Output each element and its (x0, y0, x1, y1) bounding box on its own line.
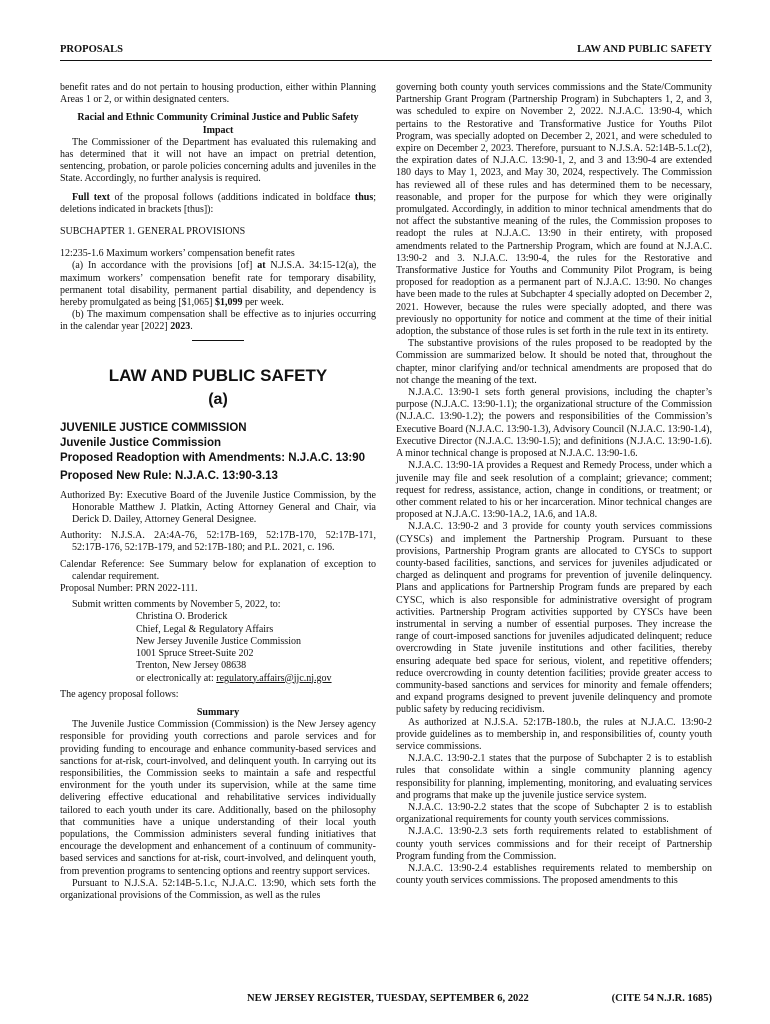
full-text-label: Full text (72, 191, 110, 203)
para-a-part3: per week. (242, 297, 284, 309)
rule-paragraph-a (60, 260, 376, 309)
page-footer (60, 993, 712, 1007)
right-paragraph-9: N.J.A.C. 13:90-2.3 sets forth requirements related to establishment of county youth services commissions and for their receipt of Partnership Program funding from the Commission. (396, 826, 712, 862)
full-text-thus: thus (354, 191, 374, 203)
full-text-note-part1: of the proposal follows (additions indicated in boldface (109, 191, 355, 203)
right-paragraph-3: N.J.A.C. 13:90-1 sets forth general provisions, including the chapter’s purpose (N.J.A.C. 13:90-1.1); the organizational structure of the Commission (N.J.A.C. 13:90-1.2); the powers and responsibilities of the Commission’s Executive Board (N.J.A.C. 13:90-1.3), Advisory Council (N.J.A.C. 13:90-1.4), Executive Director (N.J.A.C. 13:90-1.5); and definitions (N.J.A.C. 13:90-1.6). A minor technical change is proposed at N.J.A.C. 13:90-1.6. (396, 387, 712, 460)
para-b-part2: . (190, 321, 193, 333)
calendar-reference: Calendar Reference: See Summary below for explanation of exception to calendar requirement. (60, 558, 376, 582)
full-text-note (60, 192, 376, 216)
right-paragraph-8: N.J.A.C. 13:90-2.2 states that the scope of Subchapter 2 is to establish organizational requirements for county youth services commissions. (396, 801, 712, 826)
authorized-by: Authorized By: Executive Board of the Juvenile Justice Commission, by the Honorable Matthew J. Platkin, Acting Attorney General and Chair, via Derick D. Dailey, Attorney General Designee. (60, 489, 376, 526)
header-section-label: PROPOSALS (60, 44, 124, 55)
agency-name: Juvenile Justice Commission (60, 436, 222, 449)
agency-name-caps: JUVENILE JUSTICE COMMISSION (60, 421, 247, 434)
para-a-at: at (257, 260, 266, 272)
para-b-year: 2023 (170, 321, 191, 333)
right-paragraph-4: N.J.A.C. 13:90-1A provides a Request and Remedy Process, under which a juvenile may file and seek resolution of a complaint; grievance; comment; request for redress, assistance, action, change in conditions, or treatment; or other comment related to his or her incarceration. Minor technical changes are proposed at N.J.A.C. 13:90-1A.2, 1A.6, and 1A.8. (396, 460, 712, 521)
address-line-2: Chief, Legal & Regulatory Affairs (136, 623, 274, 635)
para-a-amount: $1,099 (214, 297, 243, 309)
submit-comments: Submit written comments by November 5, 2022, to: (72, 599, 281, 611)
section-divider (192, 340, 244, 341)
left-column (60, 82, 376, 902)
address-line-4: 1001 Spruce Street-Suite 202 (136, 648, 254, 660)
rule-paragraph-b (60, 309, 376, 333)
header-rule (60, 60, 712, 61)
full-text-note-part2: ; deletions indicated in brackets [thus]): (60, 191, 376, 215)
racial-impact-heading-line2: Impact (202, 124, 234, 136)
right-paragraph-10: N.J.A.C. 13:90-2.4 establishes requirements related to membership on county youth services commissions. The proposed amendments to this (396, 863, 712, 887)
para-a-part1: (a) In accordance with the provisions [of] (72, 260, 258, 272)
footer-citation: (CITE 54 N.J.R. 1685) (611, 993, 712, 1004)
authority: Authority: N.J.S.A. 2A:4A-76, 52:17B-169, 52:17B-170, 52:17B-171, 52:17B-176, 52:17B-179, and 52:17B-180; and P.L. 2021, c. 196. (60, 530, 376, 554)
header-agency-label: LAW AND PUBLIC SAFETY (577, 44, 712, 55)
email-label: or electronically at: (136, 672, 217, 684)
email-link[interactable]: regulatory.affairs@jjc.nj.gov (216, 672, 332, 684)
racial-impact-heading-line1: Racial and Ethnic Community Criminal Justice and Public Safety (77, 112, 359, 124)
summary-heading: Summary (196, 706, 240, 718)
section-title: LAW AND PUBLIC SAFETY (108, 365, 328, 385)
address-line-6 (60, 673, 376, 685)
para-a-part2: N.J.S.A. 34:15-12(a), the maximum workers’ compensation benefit rate for temporary disability, permanent total disability, permanent partial disability, and dependency is hereby promulgated as being [$1,065] (60, 260, 377, 309)
right-paragraph-6: As authorized at N.J.S.A. 52:17B-180.b, the rules at N.J.A.C. 13:90-2 provide guidelines as to membership in, and responsibilities of, county youth service commissions. (396, 716, 712, 752)
footer-register-date: NEW JERSEY REGISTER, TUESDAY, SEPTEMBER 6, 2022 (247, 993, 529, 1004)
proposal-number: Proposal Number: PRN 2022-111. (60, 583, 198, 595)
proposed-readoption: Proposed Readoption with Amendments: N.J.A.C. 13:90 (60, 451, 366, 464)
section-letter: (a) (208, 390, 228, 408)
summary-paragraph-1: The Juvenile Justice Commission (Commission) is the New Jersey agency responsible for providing youth corrections and parole services and for providing funding to encourage and enhance community-based services and sanctions for at-risk, court-involved, and delinquent youth. In carrying out its responsibilities, the Commission seeks to maintain a safe and respectful environment for the youth under its supervision, while at the same time delivering effective educational and rehabilitative services individually tailored to each youth under its care. Additionally, based on the philosophy that communities have a unique understanding of their local youth populations, the Commission administers several funding initiatives that encourage the development and enhancement of a continuum of community-based services and sanctions for at-risk, court-involved, and delinquent youth, from prevention programs to sentencing options and reentry support services. (60, 719, 376, 877)
para-b-part1: (b) The maximum compensation shall be effective as to injuries occurring in the calendar year [2022] (60, 309, 376, 333)
address-line-3: New Jersey Juvenile Justice Commission (136, 635, 301, 647)
right-paragraph-7: N.J.A.C. 13:90-2.1 states that the purpose of Subchapter 2 is to establish rules that consolidate within a single community planning agency responsibility for planning, implementing, monitoring, and evaluating services and programs that make up the juvenile justice service system. (396, 753, 712, 801)
right-paragraph-2: The substantive provisions of the rules proposed to be readopted by the Commission are summarized below. It should be noted that, throughout the chapter, minor clarifying and/or technical amendments are proposed that do not change the meaning of the text. (396, 338, 712, 386)
rule-title: 12:235-1.6 Maximum workers’ compensation benefit rates (60, 248, 295, 260)
intro-paragraph: benefit rates and do not pertain to housing production, either within Planning Areas 1 or 2, or within designated centers. (60, 82, 376, 106)
right-paragraph-1: governing both county youth services commissions and the State/Community Partnership Grant Program (Partnership Program) in Subchapters 1, 2, and 3, was scheduled to expire on November 2, 2022. N.J.A.C. 13:90-4, which pertains to the Restorative and Transformative Justice for Youths Pilot Program, was specially adopted on December 2, 2021, and were scheduled to expire on December 2, 2023. Therefore, pursuant to N.J.S.A. 52:14B-5.1.c(2), the expiration dates of N.J.A.C. 13:90-1, 2, and 3 and 13:90-4 are extended 180 days to May 1, 2023, and May 30, 2024, respectively. The Commission has reviewed all of these rules and has determined them to be necessary, reasonable, and proper for the purpose for which they were originally promulgated. Accordingly, in addition to minor technical amendments that do not affect the substantive meaning of the rules, the Commission proposes to readopt the rules at N.J.A.C. 13:90 in their entirety, with proposed amendments related to the Partnership Program, which are found at N.J.A.C. 13:90-2 and 3. N.J.A.C. 13:90-4, the rules for the Restorative and Transformative Justice for Youths and Community Pilot Program, is being proposed for readoption as a permanent part of N.J.A.C. 13:90. No changes have been made to the rules at Subchapter 4 specially adopted on December 2, 2021. However, because the rules were specially adopted, and there was previously no opportunity for notice and comment at the time of their initial adoption, the substance of those rules is set forth in the rule text in its entirety. (396, 82, 712, 338)
proposed-new-rule: Proposed New Rule: N.J.A.C. 13:90-3.13 (60, 469, 278, 482)
agency-proposal-follows: The agency proposal follows: (60, 688, 179, 700)
right-paragraph-5: N.J.A.C. 13:90-2 and 3 provide for county youth services commissions (CYSCs) and implement the Partnership Program. Pursuant to these provisions, Partnership Program grants are allocated to CYSCs to support county-based facilities, sanctions, and services for juveniles adjudicated or charged as delinquent and programs for prevention of juvenile delinquency. Plans and applications for Partnership Program funds are prepared by each CYSC, which is also responsible for administrative oversight of program activities. Partnership Program activities supported by CYSCs have been instrumental in serving a number of essential purposes. They increase the range of court-imposed sanctions for juveniles adjudicated delinquent; reduce overcrowding in State juvenile institutions and other facilities, thereby ensuring adequate bed space for serious, violent, and repetitive offenders; reduce overcrowding in county detention facilities; provide greater access to community-based sanctions and services for minority and female offenders; and expand programs designed to prevent juvenile delinquency and promote public safety by reducing recidivism. (396, 521, 712, 716)
right-column (396, 82, 712, 887)
address-line-5: Trenton, New Jersey 08638 (136, 660, 247, 672)
summary-paragraph-2: Pursuant to N.J.S.A. 52:14B-5.1.c, N.J.A.C. 13:90, which sets forth the organizational provisions of the Commission, as well as the rules (60, 877, 376, 901)
page-header (60, 44, 712, 58)
racial-impact-text: The Commissioner of the Department has evaluated this rulemaking and has determined that it will not have an impact on pretrial detention, sentencing, probation, or parole policies concerning adults and juveniles in the State. Accordingly, no further analysis is required. (60, 136, 376, 185)
subchapter-heading: SUBCHAPTER 1. GENERAL PROVISIONS (60, 226, 246, 238)
address-line-1: Christina O. Broderick (136, 611, 228, 623)
